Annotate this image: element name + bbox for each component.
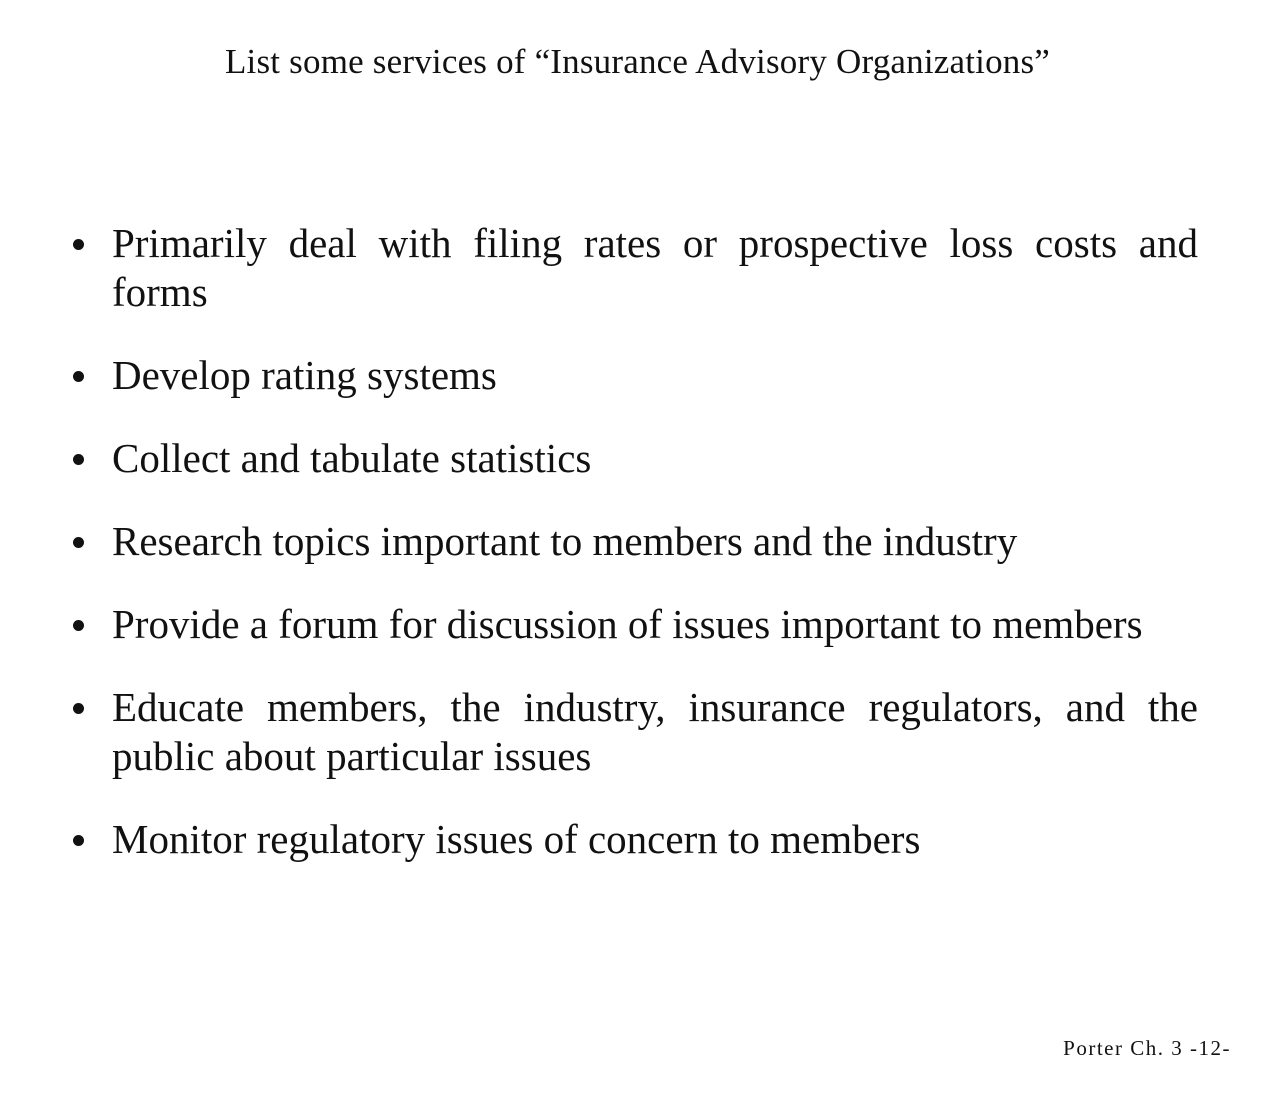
bullet-icon xyxy=(73,835,84,846)
bullet-list xyxy=(68,219,1198,898)
page-footer: Porter Ch. 3 -12- xyxy=(1063,1036,1231,1060)
bullet-icon xyxy=(73,239,84,250)
list-item xyxy=(68,600,1198,649)
list-item xyxy=(68,517,1198,566)
list-item-text: Research topics important to members and the industry xyxy=(112,518,1018,564)
bullet-icon xyxy=(73,371,84,382)
bullet-icon xyxy=(73,537,84,548)
list-item-text: Educate members, the industry, insurance regulators, and the public about particular issues xyxy=(112,684,1198,779)
list-item-text: Provide a forum for discussion of issues important to members xyxy=(112,601,1143,647)
list-item-text: Collect and tabulate statistics xyxy=(112,435,592,481)
list-item-text: Monitor regulatory issues of concern to members xyxy=(112,816,921,862)
list-item xyxy=(68,351,1198,400)
page-title: List some services of “Insurance Advisory Organizations” xyxy=(224,42,1051,81)
list-item xyxy=(68,434,1198,483)
bullet-icon xyxy=(73,620,84,631)
list-item-text: Primarily deal with filing rates or prospective loss costs and forms xyxy=(112,220,1198,315)
list-item-text: Develop rating systems xyxy=(112,352,497,398)
bullet-icon xyxy=(73,454,84,465)
bullet-icon xyxy=(73,703,84,714)
list-item xyxy=(68,815,1198,864)
list-item xyxy=(68,219,1198,317)
list-item xyxy=(68,683,1198,781)
